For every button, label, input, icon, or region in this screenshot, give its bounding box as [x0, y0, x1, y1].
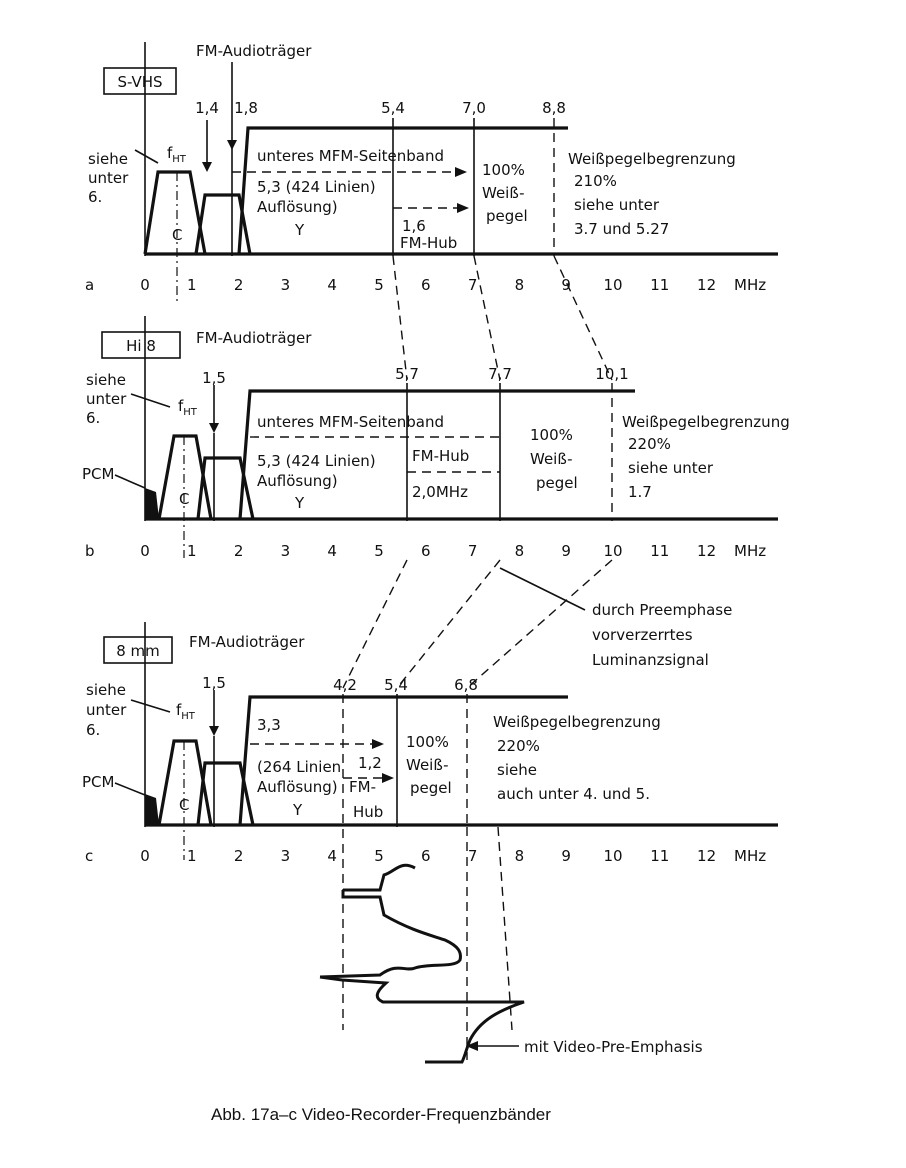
panel-a-band-arrowhead — [455, 167, 467, 177]
panel-b-callout-line2: vorverzerrtes — [592, 626, 693, 644]
panel-b-right-line2: 220% — [628, 435, 671, 453]
panel-a-tick-4: 4 — [327, 276, 337, 294]
panel-c-tick-10: 10 — [603, 847, 623, 865]
panel-b-fht-pointer — [131, 394, 170, 407]
panel-c-band-arrowhead — [372, 739, 384, 749]
panel-a — [85, 42, 778, 305]
panel-c-right-line3: siehe — [497, 761, 537, 779]
panel-b-tick-1: 1 — [187, 542, 197, 560]
connector-b-c-7-7 — [397, 560, 500, 688]
panel-a-right-line4: 3.7 und 5.27 — [574, 220, 670, 238]
panel-a-value-7-0: 7,0 — [462, 99, 486, 117]
panel-c-white-line3: pegel — [410, 779, 452, 797]
panel-a-band-line4: Y — [295, 221, 305, 239]
panel-c-fht: $f_{HT}$ — [176, 701, 195, 722]
panel-b-tick-3: 3 — [280, 542, 291, 560]
panel-b-tick-labels — [140, 542, 716, 560]
panel-b-callout-line1: durch Preemphase — [592, 601, 733, 619]
panel-a-letter: a — [85, 276, 95, 294]
panel-b-tick-9: 9 — [561, 542, 571, 560]
panel-a-band-line2: 5,3 (424 Linien) — [257, 178, 376, 196]
panel-a-tick-labels — [140, 276, 716, 294]
panel-b-band-line4: Y — [295, 494, 305, 512]
panel-c-pcm-block — [145, 794, 159, 825]
panel-c-value-1-5: 1,5 — [202, 674, 226, 692]
panel-c-tick-2: 2 — [233, 847, 244, 865]
panel-a-value-1-4: 1,4 — [195, 99, 219, 117]
panel-c-chroma-label: C — [179, 796, 190, 814]
panel-a-hub-line2: FM-Hub — [400, 234, 458, 252]
panel-b-pcm-label: PCM — [82, 465, 115, 483]
panel-a-note-line1: siehe — [88, 150, 128, 168]
panel-b-callout-pointer — [500, 568, 585, 610]
panel-c-tick-1: 1 — [187, 847, 197, 865]
panel-c-right-line2: 220% — [497, 737, 540, 755]
panel-c-tick-9: 9 — [561, 847, 571, 865]
panel-b-white-line3: pegel — [536, 474, 578, 492]
panel-c-preemphasis-label: mit Video-Pre-Emphasis — [524, 1038, 703, 1056]
panel-a-value-5-4: 5,4 — [381, 99, 405, 117]
panel-b-audio-arrowhead — [209, 423, 219, 433]
panel-b-tick-11: 11 — [650, 542, 670, 560]
panel-c-value-6-8: 6,8 — [454, 676, 478, 694]
panel-b-note-line2: unter — [86, 390, 127, 408]
panel-c-note-line2: unter — [86, 701, 127, 719]
connector-a-b-7-0 — [474, 256, 500, 380]
panel-c-tick-0: 0 — [140, 847, 150, 865]
panel-b-white-line2: Weiß- — [530, 450, 573, 468]
panel-b-pcm-pointer — [115, 475, 145, 488]
panel-a-fht: $f_{HT}$ — [167, 144, 186, 165]
panel-c-hub-arrowhead — [382, 773, 394, 783]
panel-b-audio-label: FM-Audioträger — [196, 329, 312, 347]
panel-a-audio-label: FM-Audioträger — [196, 42, 312, 60]
panel-b-value-7-7: 7,7 — [488, 365, 512, 383]
panel-a-tick-10: 10 — [603, 276, 623, 294]
panel-c-tick-3: 3 — [280, 847, 291, 865]
panel-a-tick-8: 8 — [514, 276, 525, 294]
panel-c-pcm-pointer — [115, 783, 145, 795]
panel-b-chroma-label: C — [179, 490, 190, 508]
panel-b-right-line1: Weißpegelbegrenzung — [622, 413, 790, 431]
panel-a-band-line3: Auflösung) — [257, 198, 338, 216]
panel-a-value-1-8: 1,8 — [234, 99, 258, 117]
panel-a-tick-2: 2 — [233, 276, 244, 294]
panel-a-white-line2: Weiß- — [482, 184, 525, 202]
panel-c-tick-8: 8 — [514, 847, 525, 865]
panel-b-tick-4: 4 — [327, 542, 337, 560]
panel-c-white-line1: 100% — [406, 733, 449, 751]
panel-a-right-line2: 210% — [574, 172, 617, 190]
panel-c-luminance-waveform — [320, 865, 524, 1062]
panel-b-tick-6: 6 — [421, 542, 431, 560]
panel-a-unit: MHz — [734, 276, 767, 294]
panel-a-tick-7: 7 — [467, 276, 478, 294]
panel-b-tick-2: 2 — [233, 542, 244, 560]
panel-c-fht-pointer — [131, 700, 170, 712]
panel-a-tick-9: 9 — [561, 276, 571, 294]
panel-a-white-line1: 100% — [482, 161, 525, 179]
panel-c-tick-6: 6 — [421, 847, 431, 865]
panel-b-value-5-7: 5,7 — [395, 365, 419, 383]
panel-b-format-label: Hi 8 — [126, 337, 156, 355]
panel-b-band-line1: unteres MFM-Seitenband — [257, 413, 444, 431]
panel-b-band-line2: 5,3 (424 Linien) — [257, 452, 376, 470]
panel-b-fht: $f_{HT}$ — [178, 397, 197, 418]
panel-c-format-label: 8 mm — [116, 642, 160, 660]
panel-a-note-line2: unter — [88, 169, 129, 187]
panel-a-tick-11: 11 — [650, 276, 670, 294]
figure-caption: Abb. 17a–c Video-Recorder-Frequenzbänder — [211, 1105, 551, 1124]
connector-b-c-10-1 — [467, 560, 612, 688]
panel-c-tick-11: 11 — [650, 847, 670, 865]
panel-c-tick-4: 4 — [327, 847, 337, 865]
panel-c-unit: MHz — [734, 847, 767, 865]
panel-c-tick-5: 5 — [374, 847, 384, 865]
connector-b-c-5-7 — [343, 560, 407, 688]
panel-b-note-line3: 6. — [86, 409, 101, 427]
panel-a-1-4-arrowhead — [202, 162, 212, 172]
panel-c-value-5-4: 5,4 — [384, 676, 408, 694]
panel-b-tick-10: 10 — [603, 542, 623, 560]
panel-c-letter: c — [85, 847, 94, 865]
panel-c-hub-line3: Hub — [353, 803, 384, 821]
panel-b-note-line1: siehe — [86, 371, 126, 389]
panel-a-band-line1: unteres MFM-Seitenband — [257, 147, 444, 165]
panel-a-hub-arrowhead — [457, 203, 469, 213]
panel-a-hub-line1: 1,6 — [402, 217, 426, 235]
panel-c-waveform-guide-right — [498, 827, 512, 1030]
panel-b-band-line3: Auflösung) — [257, 472, 338, 490]
panel-b-right-line4: 1.7 — [628, 483, 652, 501]
panel-b-hub-line2: 2,0MHz — [412, 483, 468, 501]
panel-c-hub-line2: FM- — [349, 778, 376, 796]
panel-a-chroma-label: C — [172, 226, 183, 244]
panel-c-band-line1: 3,3 — [257, 716, 281, 734]
panel-a-tick-1: 1 — [187, 276, 197, 294]
panel-b-right-line3: siehe unter — [628, 459, 714, 477]
panel-b-value-10-1: 10,1 — [595, 365, 629, 383]
panel-a-tick-0: 0 — [140, 276, 150, 294]
panel-c-band-line2: (264 Linien — [257, 758, 342, 776]
panel-c-band-line4: Y — [293, 801, 303, 819]
panel-b-tick-0: 0 — [140, 542, 150, 560]
panel-c-right-line4: auch unter 4. und 5. — [497, 785, 650, 803]
panel-a-tick-3: 3 — [280, 276, 291, 294]
connector-a-b-8-8 — [554, 256, 612, 380]
connector-a-b-5-4 — [393, 256, 407, 380]
panel-b-letter: b — [85, 542, 95, 560]
panel-a-right-line1: Weißpegelbegrenzung — [568, 150, 736, 168]
panel-c-tick-labels — [140, 847, 716, 865]
panel-b-callout-line3: Luminanzsignal — [592, 651, 709, 669]
panel-b-hub-line1: FM-Hub — [412, 447, 470, 465]
panel-a-tick-6: 6 — [421, 276, 431, 294]
panel-c-right-line1: Weißpegelbegrenzung — [493, 713, 661, 731]
panel-c-note-line1: siehe — [86, 681, 126, 699]
panel-b-tick-5: 5 — [374, 542, 384, 560]
panel-c-white-line2: Weiß- — [406, 756, 449, 774]
panel-a-tick-12: 12 — [697, 276, 717, 294]
panel-c — [82, 622, 778, 1062]
panel-a-white-line3: pegel — [486, 207, 528, 225]
panel-b-tick-8: 8 — [514, 542, 525, 560]
panel-a-right-line3: siehe unter — [574, 196, 660, 214]
panel-b-tick-12: 12 — [697, 542, 717, 560]
panel-b-unit: MHz — [734, 542, 767, 560]
panel-a-format-label: S-VHS — [117, 73, 163, 91]
panel-a-tick-5: 5 — [374, 276, 384, 294]
panel-b-white-line1: 100% — [530, 426, 573, 444]
panel-c-tick-12: 12 — [697, 847, 717, 865]
panel-c-value-4-2: 4,2 — [333, 676, 357, 694]
panel-a-fht-pointer — [135, 150, 158, 163]
panel-b — [82, 316, 790, 669]
panel-c-hub-line1: 1,2 — [358, 754, 382, 772]
panel-c-audio-arrowhead — [209, 726, 219, 736]
panel-c-audio-label: FM-Audioträger — [189, 633, 305, 651]
panel-c-pcm-label: PCM — [82, 773, 115, 791]
panel-b-pcm-block — [145, 488, 159, 519]
panel-c-band-line3: Auflösung) — [257, 778, 338, 796]
panel-c-note-line3: 6. — [86, 721, 101, 739]
panel-a-note-line3: 6. — [88, 188, 103, 206]
panel-b-tick-7: 7 — [467, 542, 478, 560]
panel-a-value-8-8: 8,8 — [542, 99, 566, 117]
panel-b-value-1-5: 1,5 — [202, 369, 226, 387]
panel-c-tick-7: 7 — [467, 847, 478, 865]
